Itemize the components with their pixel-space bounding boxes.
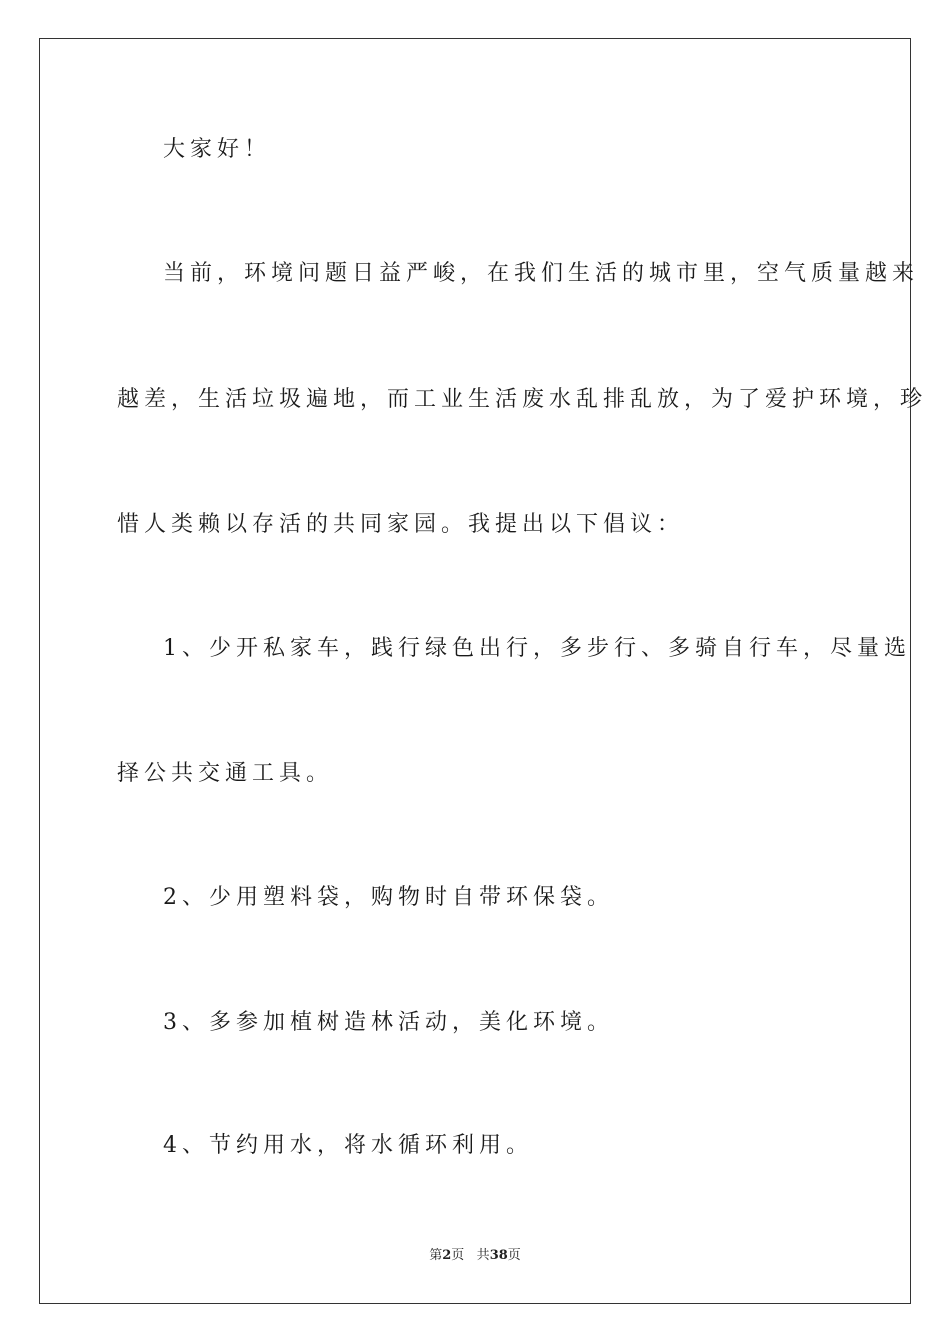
page-frame	[39, 38, 911, 1304]
item-4-line: 4、节约用水，将水循环利用。	[163, 1133, 533, 1158]
paragraph-1-line-2: 越差，生活垃圾遍地，而工业生活废水乱排乱放，为了爱护环境，珍	[117, 387, 928, 412]
paragraph-1-line-1: 当前，环境问题日益严峻，在我们生活的城市里，空气质量越来	[163, 261, 920, 286]
item-1-line-1: 1、少开私家车，践行绿色出行，多步行、多骑自行车，尽量选	[163, 636, 911, 661]
item-2-line: 2、少用塑料袋，购物时自带环保袋。	[163, 885, 614, 910]
footer-page-number: 2	[442, 1248, 452, 1263]
item-1-line-2: 择公共交通工具。	[117, 761, 334, 786]
footer-page-suffix: 页	[451, 1248, 465, 1263]
paragraph-1-line-3: 惜人类赖以存活的共同家园。我提出以下倡议：	[117, 512, 685, 537]
footer-page-prefix: 第	[429, 1248, 443, 1263]
greeting-line: 大家好！	[163, 137, 272, 162]
item-3-line: 3、多参加植树造林活动，美化环境。	[163, 1010, 614, 1035]
page-footer	[0, 1247, 950, 1265]
footer-total-pages: 38	[489, 1248, 508, 1263]
footer-total-suffix: 页	[507, 1248, 521, 1263]
footer-total-prefix: 共	[476, 1248, 490, 1263]
